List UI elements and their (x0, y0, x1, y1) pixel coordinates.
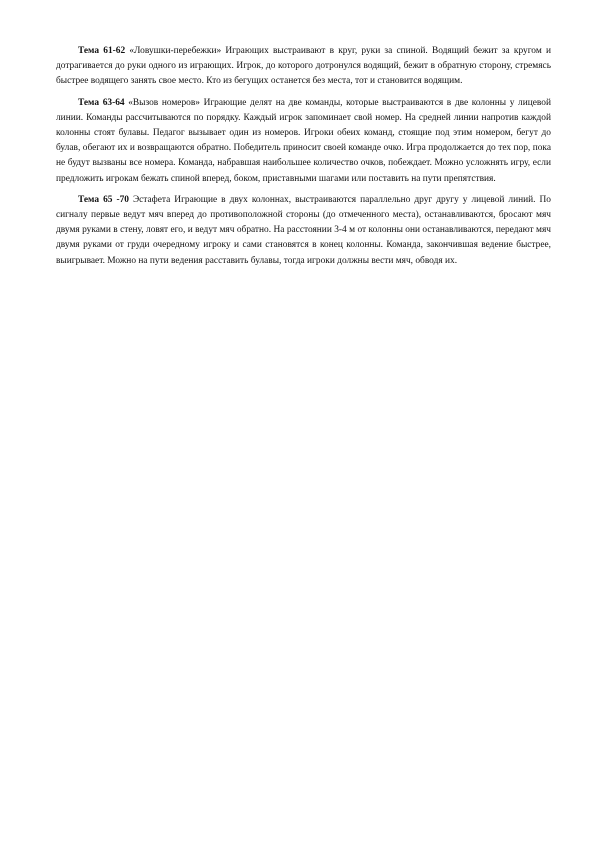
document-body (56, 44, 551, 275)
topic-heading: Тема 65 -70 (78, 194, 129, 205)
paragraph-topic-65-70 (56, 193, 551, 269)
paragraph-topic-63-64 (56, 96, 551, 187)
paragraph-topic-61-62 (56, 44, 551, 90)
paragraph-text: «Вызов номеров» Играющие делят на две команды, которые выстраиваются в две колонны у лицевой линии. Команды рассчитываются по порядку. Каждый игрок запоминает свой номер. На средней линии напротив каждой колонны стоят булавы. Педагог вызывает один из номеров. Игроки обеих команд, стоящие под этим номером, бегут до булав, обегают их и возвращаются обратно. Победитель приносит своей команде очко. Игра продолжается до тех пор, пока не будут вызваны все номера. Команда, набравшая наибольшее количество очков, побеждает. Можно усложнять игру, если предложить игрокам бежать спиной вперед, боком, приставными шагами или поставить на пути препятствия. (56, 97, 551, 184)
paragraph-text: Эстафета Играющие в двух колоннах, выстраиваются параллельно друг другу у лицевой линий. По сигналу первые ведут мяч вперед до противоположной стороны (до отмеченного места), останавливаются, бросают мяч двумя руками в стену, ловят его, и ведут мяч обратно. На расстоянии 3-4 м от колонны они останавливаются, передают мяч двумя руками от груди очередному игроку и сами становятся в конец колонны. Команда, закончившая ведение быстрее, выигрывает. Можно на пути ведения расставить булавы, тогда игроки должны вести мяч, обводя их. (56, 194, 551, 266)
topic-heading: Тема 63-64 (78, 97, 125, 108)
topic-heading: Тема 61-62 (78, 46, 126, 56)
paragraph-text: «Ловушки-перебежки» Играющих выстраивают в круг, руки за спиной. Водящий бежит за кругом и дотрагивается до руки одного из играющих. Игрок, до которого дотронулся водящий, бежит в обратную сторону, стремясь быстрее водящего занять свое место. Кто из бегущих останется без места, тот и становится водящим. (56, 46, 551, 87)
